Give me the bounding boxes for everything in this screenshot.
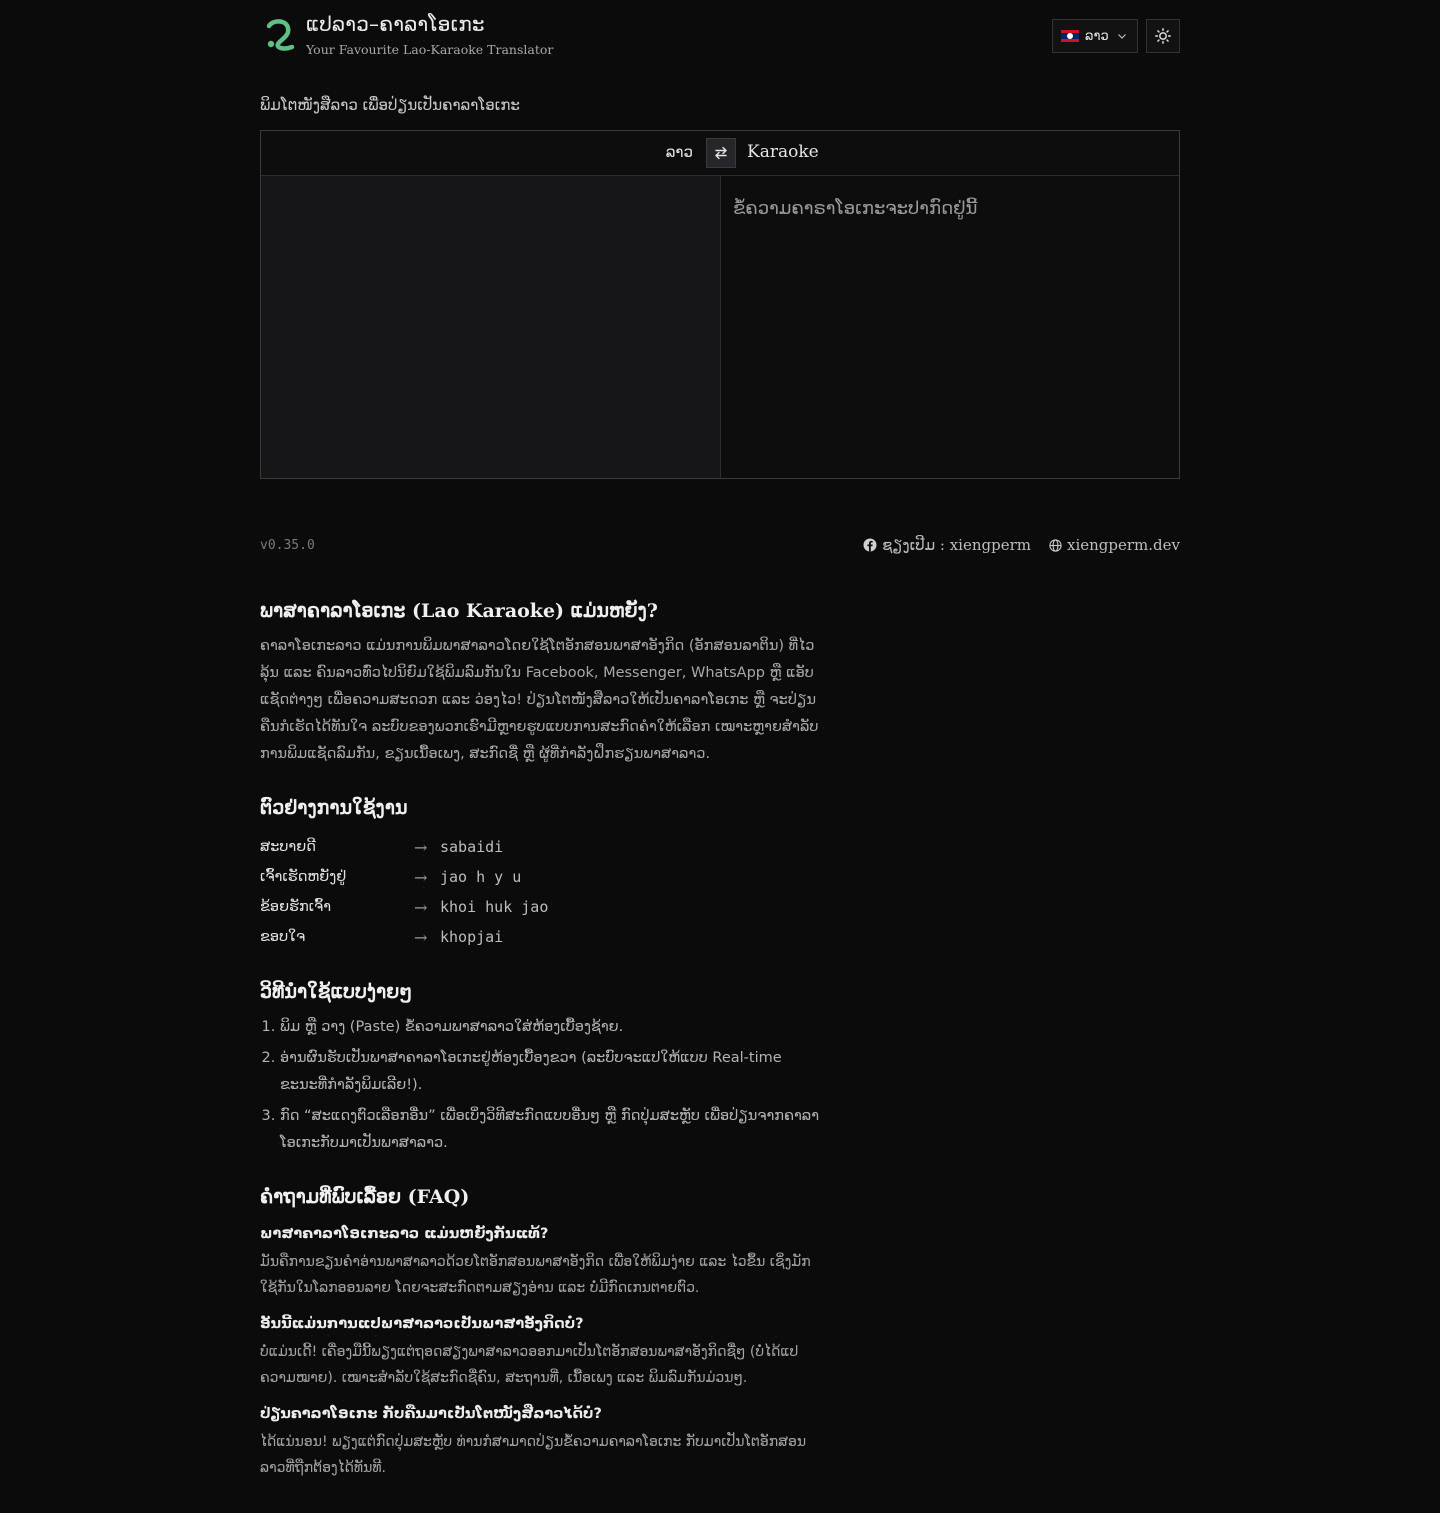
faq-question: ພາສາຄາລາໂອເກະລາວ ແມ່ນຫຍັງກັນແທ້? xyxy=(260,1226,549,1242)
example-karaoke: sabaidi xyxy=(440,838,504,856)
example-karaoke: khoi huk jao xyxy=(440,898,549,916)
example-lao: ຂ້ອຍຮັກເຈົ້າ xyxy=(260,899,332,915)
howto-step: 3. ກົດ “ສະແດງຕົວເລືອກອື່ນ” ເພື່ອເບິ່ງວິທີສະກົດແບບອື່ນໆ ຫຼື ກົດປຸ່ມສະຫຼັບ ເພື່ອປ່ຽນຈາກຄາລາໂອເກະກັບມາເປັນພາສາລາວ. xyxy=(280,1103,820,1157)
example-karaoke: khopjai xyxy=(440,928,504,946)
chevron-down-icon xyxy=(1117,31,1127,41)
lao-text-input[interactable] xyxy=(261,176,721,478)
meta-row xyxy=(260,536,1180,556)
examples-list xyxy=(260,832,820,952)
example-lao: ຂອບໃຈ xyxy=(260,929,306,945)
howto-heading: ວິທີນຳໃຊ້ແບບງ່າຍໆ xyxy=(260,981,413,1003)
howto-step: 2. ອ່ານຜົນຮັບເປັນພາສາຄາລາໂອເກະຢູ່ຫ້ອງເບື້ອງຂວາ (ລະບົບຈະແປໃຫ້ແບບ Real-time ຂະນະທີ່ກຳລັງພິມເລີຍ!). xyxy=(280,1045,820,1099)
translator-header xyxy=(261,131,1179,176)
howto-step: 1. ພິມ ຫຼື ວາງ (Paste) ຂໍ້ຄວາມພາສາລາວໃສ່ຫ້ອງເບື້ອງຊ້າຍ. xyxy=(280,1014,820,1041)
header xyxy=(260,0,1180,80)
translator-panes xyxy=(261,176,1179,478)
example-row xyxy=(260,862,820,892)
arrow-right-icon: → xyxy=(414,897,428,917)
sun-icon xyxy=(1155,28,1171,44)
karaoke-output[interactable] xyxy=(721,176,1179,478)
app-logo-icon xyxy=(262,14,296,54)
website-link-label: xiengperm.dev xyxy=(1067,536,1180,554)
faq-answer: ໄດ້ແນ່ນອນ! ພຽງແຕ່ກົດປຸ່ມສະຫຼັບ ທ່ານກໍສາມາດປ່ຽນຂໍ້ຄວາມຄາລາໂອເກະ ກັບມາເປັນໂຕອັກສອນລາວທີ່ຖືກຕ້ອງໄດ້ທັນທີ. xyxy=(260,1434,807,1476)
about-paragraph: ຄາລາໂອເກະລາວ ແມ່ນການພິມພາສາລາວໂດຍໃຊ້ໂຕອັກສອນພາສາອັງກິດ (ອັກສອນລາຕິນ) ທີ່ໄວລຸ້ນ ແລະ ຄົນລາວທົ່ວໄປນິຍົມໃຊ້ພິມລົມກັນໃນ Facebook, Messenger, WhatsApp ຫຼື ແອັບແຊັດຕ່າງໆ ເພື່ອຄວາມສະດວກ ແລະ ວ່ອງໄວ! ປ່ຽນໂຕໜັງສືລາວໃຫ້ເປັນຄາລາໂອເກະ ຫຼື ຈະປ່ຽນຄືນກໍເຮັດໄດ້ທັນໃຈ ລະບົບຂອງພວກເຮົາມີຫຼາຍຮູບແບບການສະກົດຄຳໃຫ້ເລືອກ ເໝາະຫຼາຍສຳລັບການພິມແຊັດລົມກັນ, ຂຽນເນື້ອເພງ, ສະກົດຊື່ ຫຼື ຜູ້ທີ່ກຳລັງຝຶກຮຽນພາສາລາວ. xyxy=(260,638,819,762)
website-link[interactable] xyxy=(1049,536,1180,554)
app-subtitle: Your Favourite Lao-Karaoke Translator xyxy=(306,42,554,57)
swap-icon xyxy=(713,145,729,161)
examples-heading: ຕົວຢ່າງການໃຊ້ງານ xyxy=(260,797,408,819)
about-heading: ພາສາຄາລາໂອເກະ (Lao Karaoke) ແມ່ນຫຍັງ? xyxy=(260,600,658,622)
faq-answer: ມັນຄືການຂຽນຄຳອ່ານພາສາລາວດ້ວຍໂຕອັກສອນພາສາອັງກິດ ເພື່ອໃຫ້ພິມງ່າຍ ແລະ ໄວຂຶ້ນ ເຊິ່ງມັກໃຊ້ກັນໃນໂລກອອນລາຍ ໂດຍຈະສະກົດຕາມສຽງອ່ານ ແລະ ບໍ່ມີກົດເກນຕາຍຕົວ. xyxy=(260,1254,811,1296)
faq-question: ປ່ຽນຄາລາໂອເກະ ກັບຄືນມາເປັນໂຕໜັງສືລາວໄດ້ບໍ່? xyxy=(260,1406,602,1422)
target-language-label: Karaoke xyxy=(747,142,819,162)
facebook-link-label: ຊຽງເປີມ : xiengperm xyxy=(882,536,1031,554)
faq-answer: ບໍ່ແມ່ນເດີ້! ເຄື່ອງມືນີ້ພຽງແຕ່ຖອດສຽງພາສາລາວອອກມາເປັນໂຕອັກສອນພາສາອັງກິດຊື່ໆ (ບໍ່ໄດ້ແປຄວາມໝາຍ). ເໝາະສຳລັບໃຊ້ສະກົດຊື່ຄົນ, ສະຖານທີ່, ເນື້ອເພງ ແລະ ພິມລົມກັນມ່ວນໆ. xyxy=(260,1344,799,1386)
example-row xyxy=(260,832,820,862)
page-container xyxy=(260,0,1180,1476)
faq-heading: ຄຳຖາມທີ່ພົບເລື້ອຍ (FAQ) xyxy=(260,1186,470,1208)
howto-steps xyxy=(260,1014,820,1157)
app-title: ແປລາວ–ຄາລາໂອເກະ xyxy=(306,12,485,36)
example-karaoke: jao h y u xyxy=(440,868,522,886)
input-prompt: ພິມໂຕໜັງສືລາວ ເພື່ອປ່ຽນເປັນຄາລາໂອເກະ xyxy=(260,96,520,114)
faq-question: ອັນນີ້ແມ່ນການແປພາສາລາວເປັນພາສາອັງກິດບໍ່? xyxy=(260,1316,584,1332)
version-label: v0.35.0 xyxy=(260,538,315,553)
language-selector[interactable] xyxy=(1052,19,1138,53)
example-row xyxy=(260,922,820,952)
facebook-link[interactable] xyxy=(863,536,1031,554)
arrow-right-icon: → xyxy=(414,927,428,947)
source-language-label: ລາວ xyxy=(665,143,693,161)
arrow-right-icon: → xyxy=(414,867,428,887)
theme-toggle-button[interactable] xyxy=(1146,19,1180,53)
swap-languages-button[interactable] xyxy=(706,138,736,168)
laos-flag-icon xyxy=(1061,30,1079,42)
output-placeholder: ຂໍ້ຄວາມຄາຣາໂອເກະຈະປາກົດຢູ່ນີ້ xyxy=(733,198,978,219)
footer-links xyxy=(863,536,1180,554)
facebook-icon xyxy=(863,538,877,552)
arrow-right-icon: → xyxy=(414,837,428,857)
language-selector-label: ລາວ xyxy=(1085,28,1109,44)
translator-panel xyxy=(260,130,1180,479)
example-lao: ສະບາຍດີ xyxy=(260,839,316,855)
example-lao: ເຈົ້າເຮັດຫຍັງຢູ່ xyxy=(260,869,347,885)
globe-icon xyxy=(1049,539,1062,552)
info-article xyxy=(260,597,820,1481)
example-row xyxy=(260,892,820,922)
